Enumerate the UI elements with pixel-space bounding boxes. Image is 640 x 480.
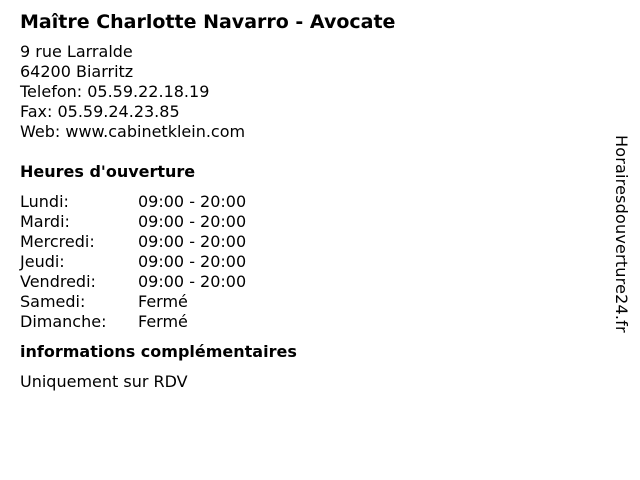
fax-number: Fax: 05.59.24.23.85 — [20, 102, 180, 121]
hours-row — [20, 212, 600, 232]
info-heading: informations complémentaires — [20, 342, 297, 361]
hours-row — [20, 232, 600, 252]
watermark-text: Horairesdouverture24.fr — [612, 135, 631, 333]
day-label: Samedi: — [20, 292, 86, 311]
hours-row — [20, 292, 600, 312]
day-label: Lundi: — [20, 192, 69, 211]
street-address: 9 rue Larralde — [20, 42, 133, 61]
hours-row — [20, 252, 600, 272]
time-value: 09:00 - 20:00 — [138, 212, 247, 231]
hours-row — [20, 272, 600, 292]
website: Web: www.cabinetklein.com — [20, 122, 246, 141]
day-label: Vendredi: — [20, 272, 96, 291]
time-value: 09:00 - 20:00 — [138, 232, 247, 251]
time-value: 09:00 - 20:00 — [138, 252, 247, 271]
opening-hours-table — [20, 192, 600, 332]
day-label: Jeudi: — [20, 252, 65, 271]
info-text: Uniquement sur RDV — [20, 372, 188, 391]
time-value: Fermé — [138, 292, 188, 311]
time-value: 09:00 - 20:00 — [138, 192, 247, 211]
phone-number: Telefon: 05.59.22.18.19 — [20, 82, 210, 101]
day-label: Mercredi: — [20, 232, 95, 251]
day-label: Dimanche: — [20, 312, 107, 331]
business-card — [20, 10, 600, 392]
time-value: 09:00 - 20:00 — [138, 272, 247, 291]
day-label: Mardi: — [20, 212, 70, 231]
hours-heading: Heures d'ouverture — [20, 162, 196, 181]
business-title: Maître Charlotte Navarro - Avocate — [20, 11, 396, 33]
time-value: Fermé — [138, 312, 188, 331]
city-address: 64200 Biarritz — [20, 62, 134, 81]
hours-row — [20, 192, 600, 212]
contact-block — [20, 42, 600, 142]
hours-row — [20, 312, 600, 332]
